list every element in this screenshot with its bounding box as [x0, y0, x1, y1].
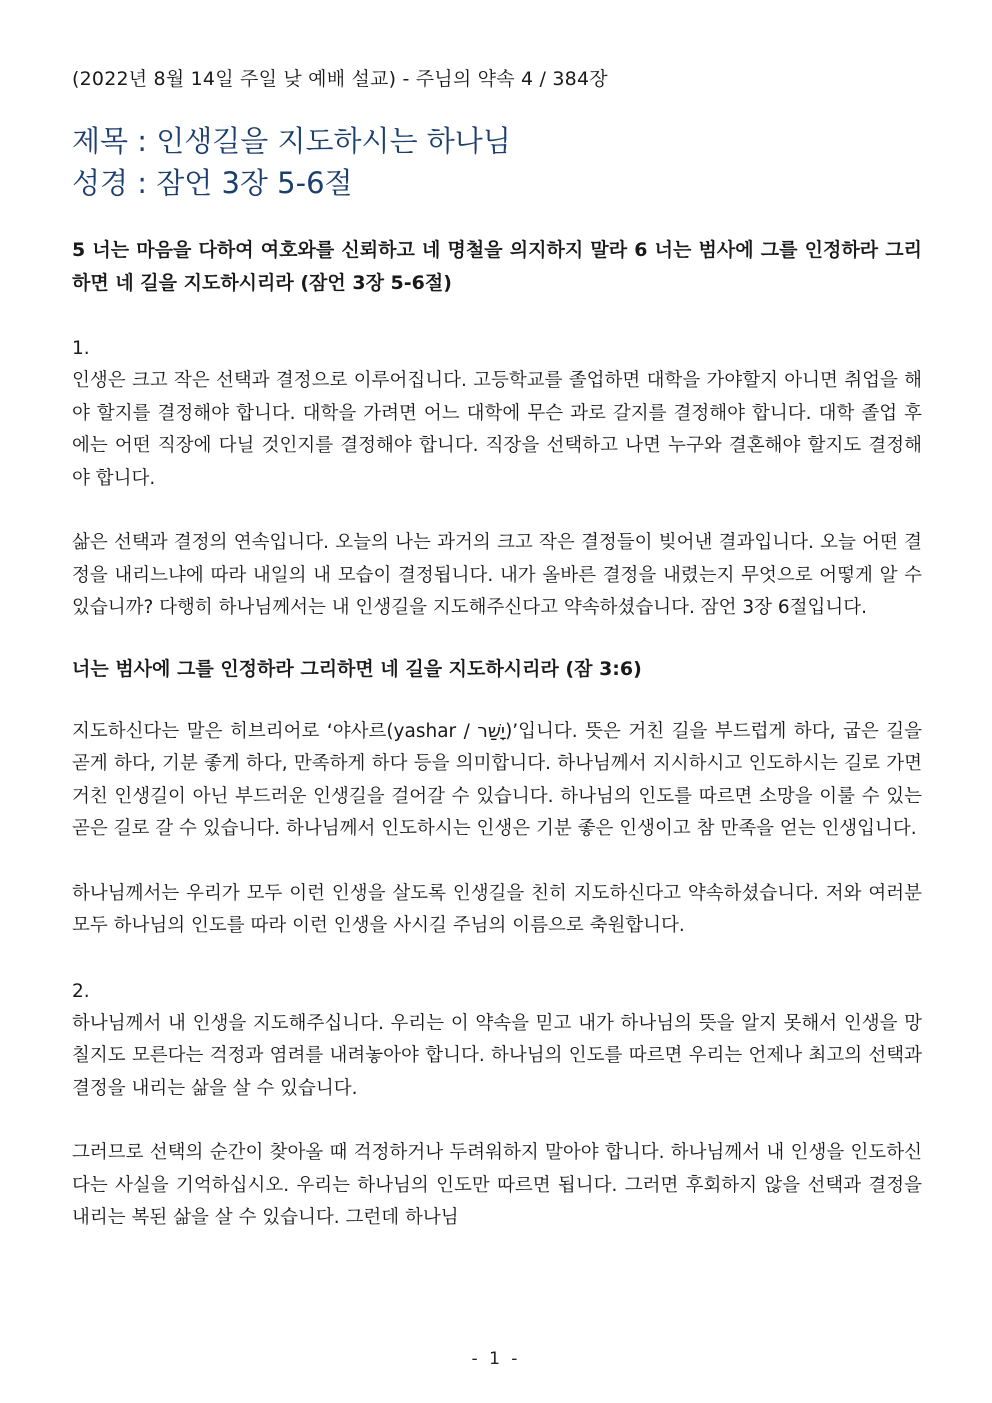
section2-paragraph-1: 하나님께서 내 인생을 지도해주십니다. 우리는 이 약속을 믿고 내가 하나님의 뜻을 알지 못해서 인생을 망칠지도 모른다는 걱정과 염려를 내려놓아야 합니다. 하나님의 인도를 따르면 우리는 언제나 최고의 선택과 결정을 내리는 삶을 살 수 있습니다.	[72, 1012, 922, 1099]
page-number: - 1 -	[471, 1349, 521, 1369]
scripture-verse: 5 너는 마음을 다하여 여호와를 신뢰하고 네 명철을 의지하지 말라 6 너는 범사에 그를 인정하라 그리하면 네 길을 지도하시리라 (잠언 3장 5-6절)	[72, 239, 922, 294]
document-page	[72, 62, 922, 1267]
section1-paragraph-4: 하나님께서는 우리가 모두 이런 인생을 살도록 인생길을 친히 지도하신다고 약속하셨습니다. 저와 여러분 모두 하나님의 인도를 따라 이런 인생을 사시길 주님의 이름으로 축원합니다.	[72, 882, 922, 936]
section1-paragraph-3: 지도하신다는 말은 히브리어로 ‘야사르(yashar / יָשַׁר)’입니다. 뜻은 거친 길을 부드럽게 하다, 굽은 길을 곧게 하다, 기분 좋게 하다, 만족하게 하다 등을 의미합니다. 하나님께서 지시하시고 인도하시는 길로 가면 거친 인생길이 아닌 부드러운 인생길을 걸어갈 수 있습니다. 하나님의 인도를 따르면 소망을 이룰 수 있는 곧은 길로 갈 수 있습니다. 하나님께서 인도하시는 인생은 기분 좋은 인생이고 참 만족을 얻는 인생입니다.	[72, 720, 922, 839]
section-number-2: 2.	[72, 980, 90, 1002]
title-block	[72, 120, 922, 204]
scripture-reference: 성경 : 잠언 3장 5-6절	[72, 166, 353, 200]
section2-paragraph-2: 그러므로 선택의 순간이 찾아올 때 걱정하거나 두려워하지 말아야 합니다. 하나님께서 내 인생을 인도하신다는 사실을 기억하십시오. 우리는 하나님의 인도만 따르면 됩니다. 그러면 후회하지 않을 선택과 결정을 내리는 복된 삶을 살 수 있습니다. 그런데 하나님	[72, 1142, 922, 1228]
section1-quote: 너는 범사에 그를 인정하라 그리하면 네 길을 지도하시리라 (잠 3:6)	[72, 657, 642, 680]
sermon-title: 제목 : 인생길을 지도하시는 하나님	[72, 124, 511, 158]
sermon-header: (2022년 8월 14일 주일 낮 예배 설교) - 주님의 약속 4 / 384장	[72, 68, 608, 90]
section1-paragraph-1: 인생은 크고 작은 선택과 결정으로 이루어집니다. 고등학교를 졸업하면 대학을 가야할지 아니면 취업을 해야 할지를 결정해야 합니다. 대학을 가려면 어느 대학에 무슨 과로 갈지를 결정해야 합니다. 대학 졸업 후에는 어떤 직장에 다닐 것인지를 결정해야 합니다. 직장을 선택하고 나면 누구와 결혼해야 할지도 결정해야 합니다.	[72, 370, 922, 489]
section1-paragraph-2: 삶은 선택과 결정의 연속입니다. 오늘의 나는 과거의 크고 작은 결정들이 빚어낸 결과입니다. 오늘 어떤 결정을 내리느냐에 따라 내일의 내 모습이 결정됩니다. 내가 올바른 결정을 내렸는지 무엇으로 어떻게 알 수 있습니까? 다행히 하나님께서는 내 인생길을 지도해주신다고 약속하셨습니다. 잠언 3장 6절입니다.	[72, 532, 922, 618]
section-number-1: 1.	[72, 338, 90, 359]
